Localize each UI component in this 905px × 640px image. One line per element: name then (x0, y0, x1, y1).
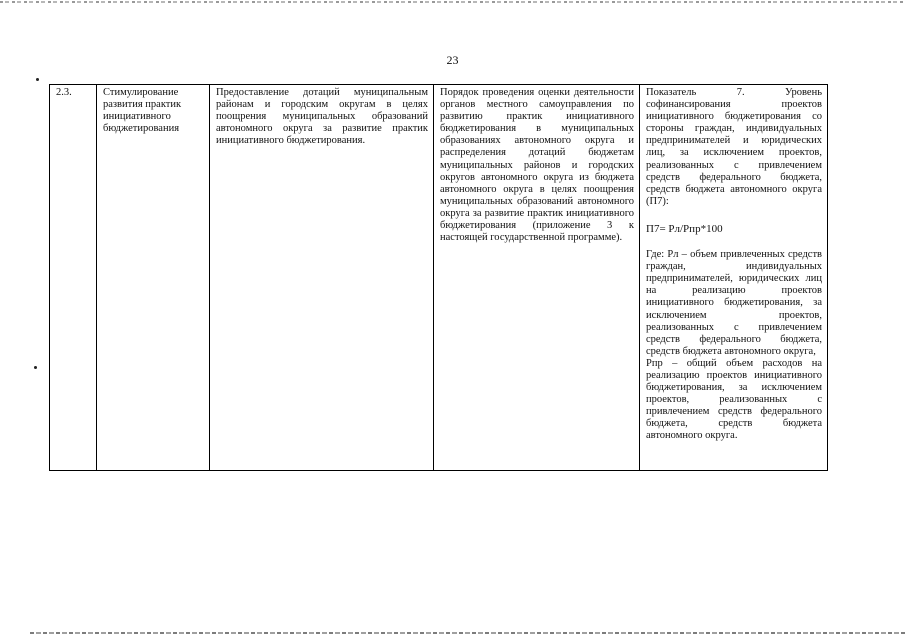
table-row (50, 85, 828, 471)
row-index: 2.3. (56, 87, 72, 98)
task-cell (97, 85, 210, 471)
measure-text: Предоставление дотаций муниципальным районам и городским округам в целях поощрения муниципальных образований автономного округа за развитие практик инициативного бюджетирования. (216, 87, 428, 147)
procedure-cell (434, 85, 640, 471)
procedure-text: Порядок проведения оценки деятельности органов местного самоуправления по развитию практик инициативного бюджетирования в муниципальных образованиях автономного округа и распределения дотаций бюджетам муниципальных районов и городских округов автономного округа из бюджета автономного округа в целях поощрения муниципальных образований автономного округа за развитие практик инициативного бюджетирования (приложение 3 к настоящей государственной программе). (440, 87, 634, 244)
indicator-title: Показатель 7. Уровень софинансирования проектов инициативного бюджетирования со стороны граждан, индивидуальных предпринимателей и юридических лиц, за исключением проектов, реализованных с привлечением средств федерального бюджета, средств бюджета автономного округа (П7): (646, 87, 822, 207)
indicator-formula: П7= Рл/Рпр*100 (646, 222, 723, 235)
indicator-def-rpr: Рпр – общий объем расходов на реализацию проектов инициативного бюджетирования, за исключением проектов, реализованных с привлечением средств федерального бюджета, средств бюджета автономного округа. (646, 357, 822, 442)
scan-dot (36, 78, 39, 81)
indicator-def-rl: Где: Рл – объем привлеченных средств граждан, индивидуальных предпринимателей, юридических лиц на реализацию проектов инициативного бюджетирования, за исключением проектов, реализованных с привлечением средств федерального бюджета, средств бюджета автономного округа, (646, 249, 822, 357)
measure-cell (210, 85, 434, 471)
task-text: Стимулирование развития практик инициативного бюджетирования (103, 87, 182, 135)
program-table (49, 84, 828, 471)
row-index-cell (50, 85, 97, 471)
page-number: 23 (446, 53, 459, 67)
scan-artifact-bottom (30, 632, 905, 634)
scan-artifact-top (0, 1, 905, 3)
indicator-cell (640, 85, 828, 471)
scan-dot (34, 366, 37, 369)
